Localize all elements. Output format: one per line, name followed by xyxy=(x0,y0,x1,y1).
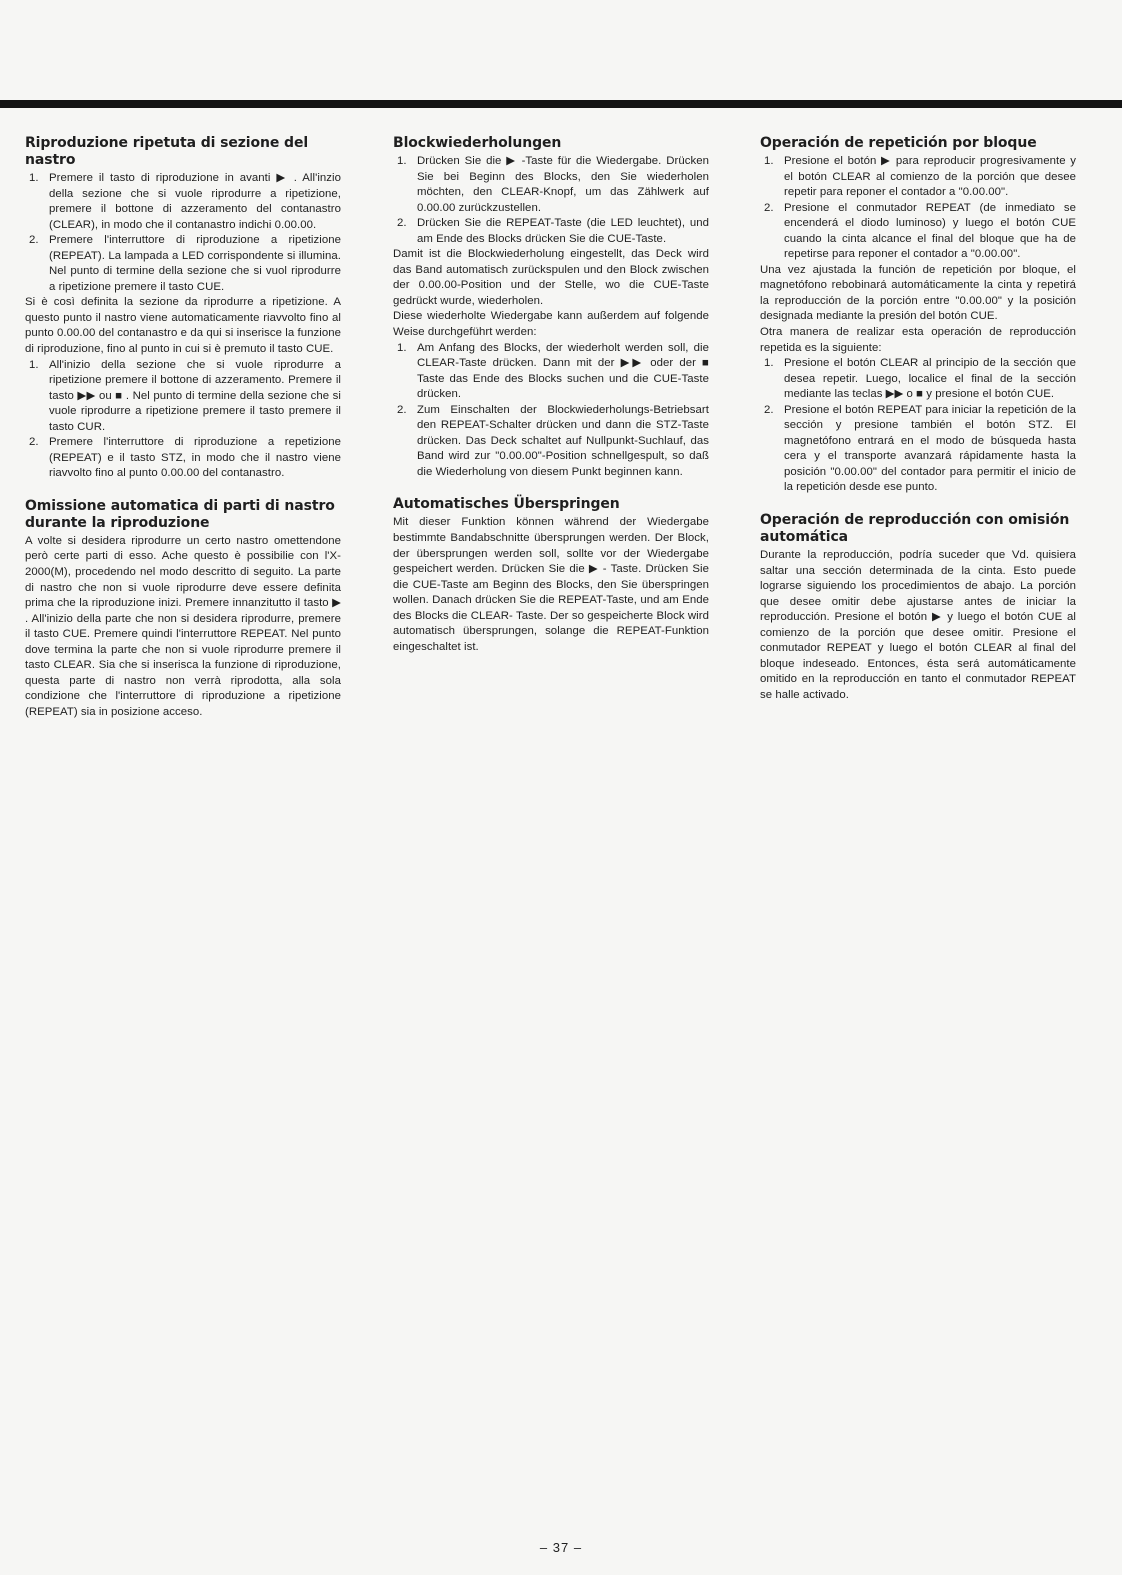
column-spanish xyxy=(760,135,1076,704)
list-item: 1. All'inizio della sezione che si vuole riprodurre a ripetizione premere il bottone di azzeramento. Premere il tasto ▶▶ ou ■ . Nel punto di termine della sezione che si vuole riprodurre a ripetizione premere il tasto premere il tasto CUR. xyxy=(29,358,341,433)
paragraph-es-2: Otra manera de realizar esta operación de reproducción repetida es la siguiente: xyxy=(760,326,1076,354)
steps-list-it-1 xyxy=(25,171,341,295)
list-item: 2. Presione el botón REPEAT para iniciar la repetición de la sección y presione también el botón STZ. El magnetófono entrará en el modo de búsqueda hasta cera y el transporte avanzará rápidamente hasta la posición "0.00.00" del contador para permitir el inicio de la repetición desde ese punto. xyxy=(764,403,1076,494)
paragraph-es-1: Una vez ajustada la función de repetición por bloque, el magnetófono rebobinará automáticamente la cinta y repetirá la reproducción de la porción entre "0.00.00" y la posición designada mediante la presión del botón CUE. xyxy=(760,263,1076,323)
list-item: 2. Presione el conmutador REPEAT (de inmediato se encenderá el diodo luminoso) y luego el botón CUE cuando la cinta alcance el final del bloque que ha de repetirse para reponer el contador a "0.00.00". xyxy=(764,201,1076,261)
list-item: 1. Presione el botón CLEAR al principio de la sección que desea repetir. Luego, localice el final de la sección mediante las teclas ▶▶ o ■ y presione el botón CUE. xyxy=(764,357,1076,401)
list-item: 1. Premere il tasto di riproduzione in avanti ▶ . All'inzio della sezione che si vuole riprodurre a ripetizione, premere il bottone di azzeramento del contanastro (CLEAR), in modo che il contanastro indichi 0.00.00. xyxy=(29,172,341,231)
paragraph-de-3: Mit dieser Funktion können während der Wiedergabe bestimmte Bandabschnitte übersprungen werden. Der Block, der übersprungen werden soll, sollte vor der Wiedergabe gespeichert werden. Drücken Sie die ▶ - Taste. Drücken Sie die CUE-Taste am Beginn des Blocks, den Sie überspringen wollen. Danach drücken Sie die REPEAT-Taste, und am Ende des Blocks die CLEAR- Taste. Der so gespeicherte Block wird automatisch übersprungen, solange die REPEAT-Funktion eingeschaltet ist. xyxy=(393,516,709,653)
header-rule xyxy=(0,100,1122,108)
steps-list-it-2 xyxy=(25,358,341,482)
heading-repeat-section-it: Riproduzione ripetuta di sezione del nastro xyxy=(25,135,309,168)
steps-list-de-2 xyxy=(393,341,709,481)
heading-auto-skip-es: Operación de reproducción con omisión automática xyxy=(760,512,1070,546)
list-item: 2. Premere l'interruttore di riproduzione a ripetizione (REPEAT). La lampada a LED corrispondente si illumina. Nel punto di termine della sezione che si vuol riprodurre a ripetizione premere il tasto CUE. xyxy=(29,234,341,293)
list-item: 1. Presione el botón ▶ para reproducir progresivamente y el botón CLEAR al comienzo de la porción que desee repetir para reponer el contador a "0.00.00". xyxy=(764,155,1076,199)
list-item: 2. Premere l'interruttore di riproduzione a repetizione (REPEAT) e il tasto STZ, in modo che il nastro viene riavvolto fino al punto 0.00.00 del contanastro. xyxy=(29,436,341,480)
list-item: 2. Zum Einschalten der Blockwiederholungs-Betriebsart den REPEAT-Schalter drücken und dann die STZ-Taste drücken. Das Deck schaltet auf Nullpunkt-Suchlauf, das Band wird zur "0.00.00"-Position schnellgespult, so daß die Wiederholung von diesem Punkt beginnen kann. xyxy=(397,403,709,478)
column-german xyxy=(393,135,709,655)
list-item: 2. Drücken Sie die REPEAT-Taste (die LED leuchtet), und am Ende des Blocks drücken Sie die CUE-Taste. xyxy=(397,217,709,245)
steps-list-es-2 xyxy=(760,356,1076,496)
heading-auto-skip-de: Automatisches Überspringen xyxy=(393,496,620,513)
steps-list-de-1 xyxy=(393,154,709,247)
paragraph-de-2: Diese wiederholte Wiedergabe kann außerdem auf folgende Weise durchgeführt werden: xyxy=(393,310,709,339)
steps-list-es-1 xyxy=(760,154,1076,263)
heading-auto-skip-it: Omissione automatica di parti di nastro durante la riproduzione xyxy=(25,497,335,531)
list-item: 1. Am Anfang des Blocks, der wiederholt werden soll, die CLEAR-Taste drücken. Dann mit der ▶▶ oder der ■ Taste das Ende des Blocks suchen und die CUE-Taste drücken. xyxy=(397,341,709,401)
column-italian xyxy=(25,135,341,721)
paragraph-it-1: Si è così definita la sezione da riprodurre a ripetizione. A questo punto il nastro viene automaticamente riavvolto fino al punto 0.00.00 del contanastro e da qui si inserisce la funzione di riproduzione, fino al punto in cui si è premuto il tasto CUE. xyxy=(25,296,341,356)
heading-repeat-section-de: Blockwiederholungen xyxy=(393,135,562,151)
page-number: – 37 – xyxy=(539,1540,583,1555)
paragraph-de-1: Damit ist die Blockwiederholung eingestellt, das Deck wird das Band automatisch zurückspulen und den Block zwischen der 0.00.00-Position und der Stelle, wo die CUE-Taste gedrückt wurde, wiederholen. xyxy=(393,248,709,307)
paragraph-es-3: Durante la reproducción, podría suceder que Vd. quisiera saltar una sección determinada de la cinta. Esto puede lograrse siguiendo los procedimientos de abajo. La porción que desee omitir debe ajustarse antes de iniciar la reproducción. Presione el botón ▶ y luego el botón CUE al comienzo de la porción que desee omitir. Presione el conmutador REPEAT y luego el botón CLEAR al final del bloque indeseado. Entonces, ésta será automáticamente omitido en la reproducción en tanto el conmutador REPEAT se halle activado. xyxy=(760,549,1076,701)
paragraph-it-2: A volte si desidera riprodurre un certo nastro omettendone però certe parti di esso. Ache questo è possibilie con l'X-2000(M), procedendo nel modo descritto di seguito. La parte di nastro che non si vuole riprodurre deve essere definita prima che la riproduzione inizi. Premere innanzitutto il tasto ▶ . All'inizio della parte che non si desidera riprodurre, premere il tasto CUE. Premere quindi l'interruttore REPEAT. Nel punto dove termina la parte che non si vuole riprodurre premere il tasto CLEAR. Sia che si inserisca la funzione di riproduzione, questa parte di nastro non verrà riprodotta, alla sola condizione che l'interruttore di riproduzione a ripetizione (REPEAT) sia in posizione acceso. xyxy=(25,534,341,718)
heading-repeat-section-es: Operación de repetición por bloque xyxy=(760,135,1037,151)
list-item: 1. Drücken Sie die ▶ -Taste für die Wiedergabe. Drücken Sie bei Beginn des Blocks, den Sie wiederholen möchten, den CLEAR-Knopf, um das Zählwerk auf 0.00.00 zurückzustellen. xyxy=(397,155,709,214)
